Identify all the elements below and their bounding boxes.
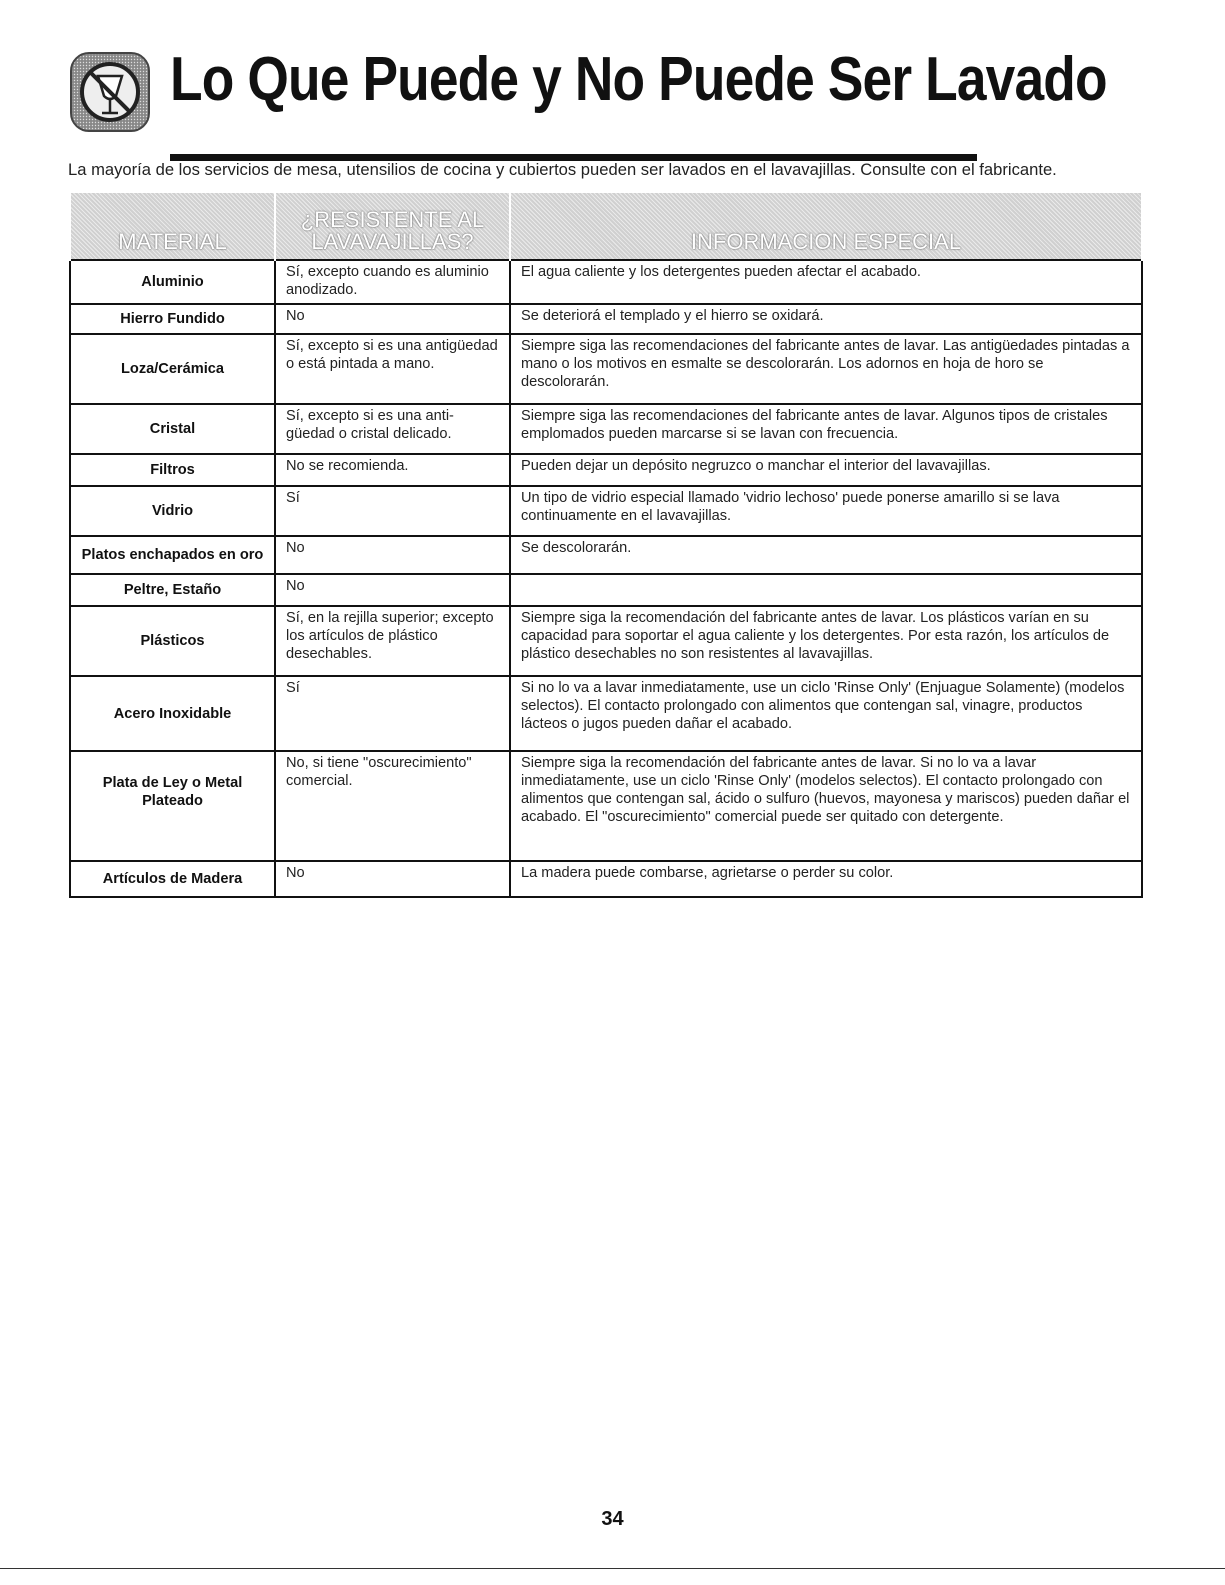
no-glass-icon: [70, 52, 150, 132]
resistente-cell: Sí: [275, 486, 510, 536]
material-cell: Loza/Cerámica: [70, 334, 275, 404]
material-cell: Plata de Ley o Metal Plateado: [70, 751, 275, 861]
material-cell: Acero Inoxidable: [70, 676, 275, 751]
dishwasher-materials-table: [69, 193, 1143, 898]
material-cell: Hierro Fundido: [70, 304, 275, 334]
material-cell: Artículos de Madera: [70, 861, 275, 897]
table-row: [70, 861, 1142, 897]
table-row: [70, 260, 1142, 304]
resistente-cell: Sí, excepto si es una anti-güedad o cristal delicado.: [275, 404, 510, 454]
resistente-cell: No: [275, 574, 510, 606]
resistente-cell: No: [275, 304, 510, 334]
header-material: MATERIAL: [70, 193, 275, 260]
intro-text: La mayoría de los servicios de mesa, utensilios de cocina y cubiertos pueden ser lavados en el lavavajillas. Consulte con el fabricante.: [68, 160, 1057, 179]
page-header: [70, 38, 1107, 128]
table-row: [70, 486, 1142, 536]
resistente-cell: Sí: [275, 676, 510, 751]
table-row: [70, 536, 1142, 574]
resistente-cell: Sí, excepto cuando es aluminio anodizado.: [275, 260, 510, 304]
table-row: [70, 574, 1142, 606]
table-row: [70, 676, 1142, 751]
bottom-divider: [0, 1568, 1225, 1569]
table-row: [70, 751, 1142, 861]
info-cell: Siempre siga la recomendación del fabricante antes de lavar. Los plásticos varían en su capacidad para soportar el agua caliente y los detergentes. Por esta razón, los artículos de plástico desechables no son resistentes al lavavajillas.: [510, 606, 1142, 676]
material-cell: Aluminio: [70, 260, 275, 304]
resistente-cell: Sí, excepto si es una antigüedad o está pintada a mano.: [275, 334, 510, 404]
info-cell: La madera puede combarse, agrietarse o perder su color.: [510, 861, 1142, 897]
info-cell: Se deteriorá el templado y el hierro se oxidará.: [510, 304, 1142, 334]
table-row: [70, 454, 1142, 486]
material-cell: Plásticos: [70, 606, 275, 676]
table-header-row: [70, 193, 1142, 260]
info-cell: El agua caliente y los detergentes pueden afectar el acabado.: [510, 260, 1142, 304]
material-cell: Peltre, Estaño: [70, 574, 275, 606]
material-cell: Filtros: [70, 454, 275, 486]
info-cell: Siempre siga las recomendaciones del fabricante antes de lavar. Las antigüedades pintadas a mano o los motivos en esmalte se descolorarán. Los adornos en hoja de horo se descolorarán.: [510, 334, 1142, 404]
info-cell: Si no lo va a lavar inmediatamente, use un ciclo 'Rinse Only' (Enjuague Solamente) (modelos selectos). El contacto prolongado con alimentos que contengan sal, vinagre, productos lácteos o jugos pueden dañar el acabado.: [510, 676, 1142, 751]
material-cell: Platos enchapados en oro: [70, 536, 275, 574]
header-resistente: ¿RESISTENTE AL LAVAVAJILLAS?: [275, 193, 510, 260]
page-number: 34: [601, 1508, 624, 1530]
resistente-cell: No: [275, 861, 510, 897]
info-cell: Pueden dejar un depósito negruzco o manchar el interior del lavavajillas.: [510, 454, 1142, 486]
info-cell: Siempre siga las recomendaciones del fabricante antes de lavar. Algunos tipos de cristales emplomados pueden marcarse si se lavan con frecuencia.: [510, 404, 1142, 454]
resistente-cell: No, si tiene "oscurecimiento" comercial.: [275, 751, 510, 861]
resistente-cell: Sí, en la rejilla superior; excepto los artículos de plástico desechables.: [275, 606, 510, 676]
material-cell: Cristal: [70, 404, 275, 454]
table-row: [70, 606, 1142, 676]
info-cell: [510, 574, 1142, 606]
table-row: [70, 334, 1142, 404]
table-row: [70, 304, 1142, 334]
material-cell: Vidrio: [70, 486, 275, 536]
info-cell: Un tipo de vidrio especial llamado 'vidrio lechoso' puede ponerse amarillo si se lava continuamente en el lavavajillas.: [510, 486, 1142, 536]
info-cell: Se descolorarán.: [510, 536, 1142, 574]
resistente-cell: No se recomienda.: [275, 454, 510, 486]
table-row: [70, 404, 1142, 454]
info-cell: Siempre siga la recomendación del fabricante antes de lavar. Si no lo va a lavar inmediatamente, use un ciclo 'Rinse Only' (modelos selectos). El contacto prolongado con alimentos que contengan sal, ácido o sulfuro (huevos, mayonesa y mariscos) pueden dañar el acabado. El "oscurecimiento" comercial puede ser quitado con detergente.: [510, 751, 1142, 861]
header-info: INFORMACION ESPECIAL: [510, 193, 1142, 260]
resistente-cell: No: [275, 536, 510, 574]
page-title: Lo Que Puede y No Puede Ser Lavado: [170, 45, 1107, 114]
